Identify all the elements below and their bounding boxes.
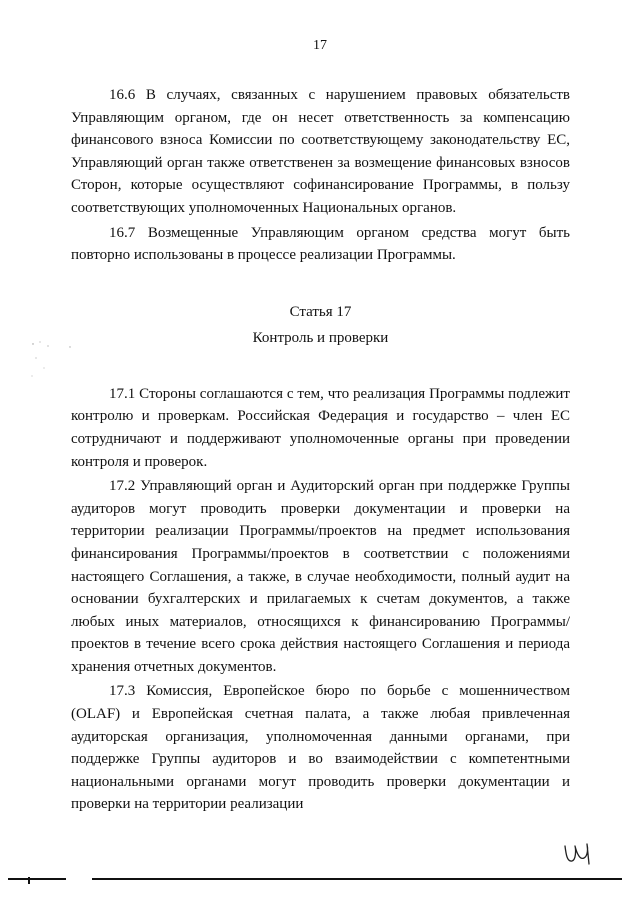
paragraph-17-3: 17.3 Комиссия, Европейское бюро по борьбе с мошенничеством (OLAF) и Европейская счетная палата, а также любая привлеченная аудиторская организация, уполномоченная данными органами, при поддержке Группы аудиторов и во взаимодействии с компетентными национальными органами могут проводить проверки документации и проверки на территории реализации	[71, 683, 570, 813]
paragraph-17-1: 17.1 Стороны соглашаются с тем, что реализация Программы подлежит контролю и проверкам. Российская Федерация и государство – член ЕС сотрудничают и поддерживают уполномоченные органы при проведении контроля и проверок.	[71, 385, 570, 470]
paragraph-16-6: 16.6 В случаях, связанных с нарушением правовых обязательств Управляющим органом, где он несет ответственность за компенсацию финансового взноса Комиссии по соответствующему законодательству ЕС, Управляющий орган также ответственен за возмещение финансовых взносов Сторон, которые осуществляют софинансирование Программы, в пользу соответствующих уполномоченных Национальных органов.	[71, 87, 570, 216]
scan-specks	[30, 338, 90, 378]
article-subtitle: Контроль и проверки	[252, 329, 389, 346]
footer-tick	[28, 877, 30, 884]
paragraph-16-7: 16.7 Возмещенные Управляющим органом средства могут быть повторно использованы в процессе реализации Программы.	[71, 224, 570, 264]
document-body	[71, 84, 570, 816]
page-number: 17	[313, 38, 327, 53]
article-heading: Статья 17	[289, 303, 352, 320]
footer-rule	[92, 878, 622, 880]
paragraph-17-2: 17.2 Управляющий орган и Аудиторский орган при поддержке Группы аудиторов могут проводить проверки документации и проверки на территории реализации Программы/проектов на предмет использования финансирования Программы/проектов в соответствии с положениями настоящего Соглашения, а также, в случае необходимости, полный аудит на основании бухгалтерских и прилагаемых к счетам документов, а также любых иных материалов, относящихся к финансированию Программы/проектов в течение всего срока действия настоящего Соглашения и периода хранения отчетных документов.	[71, 478, 570, 675]
handwritten-initials-icon	[561, 838, 597, 868]
footer-rule-left	[8, 878, 66, 880]
article-17-body	[71, 383, 570, 816]
